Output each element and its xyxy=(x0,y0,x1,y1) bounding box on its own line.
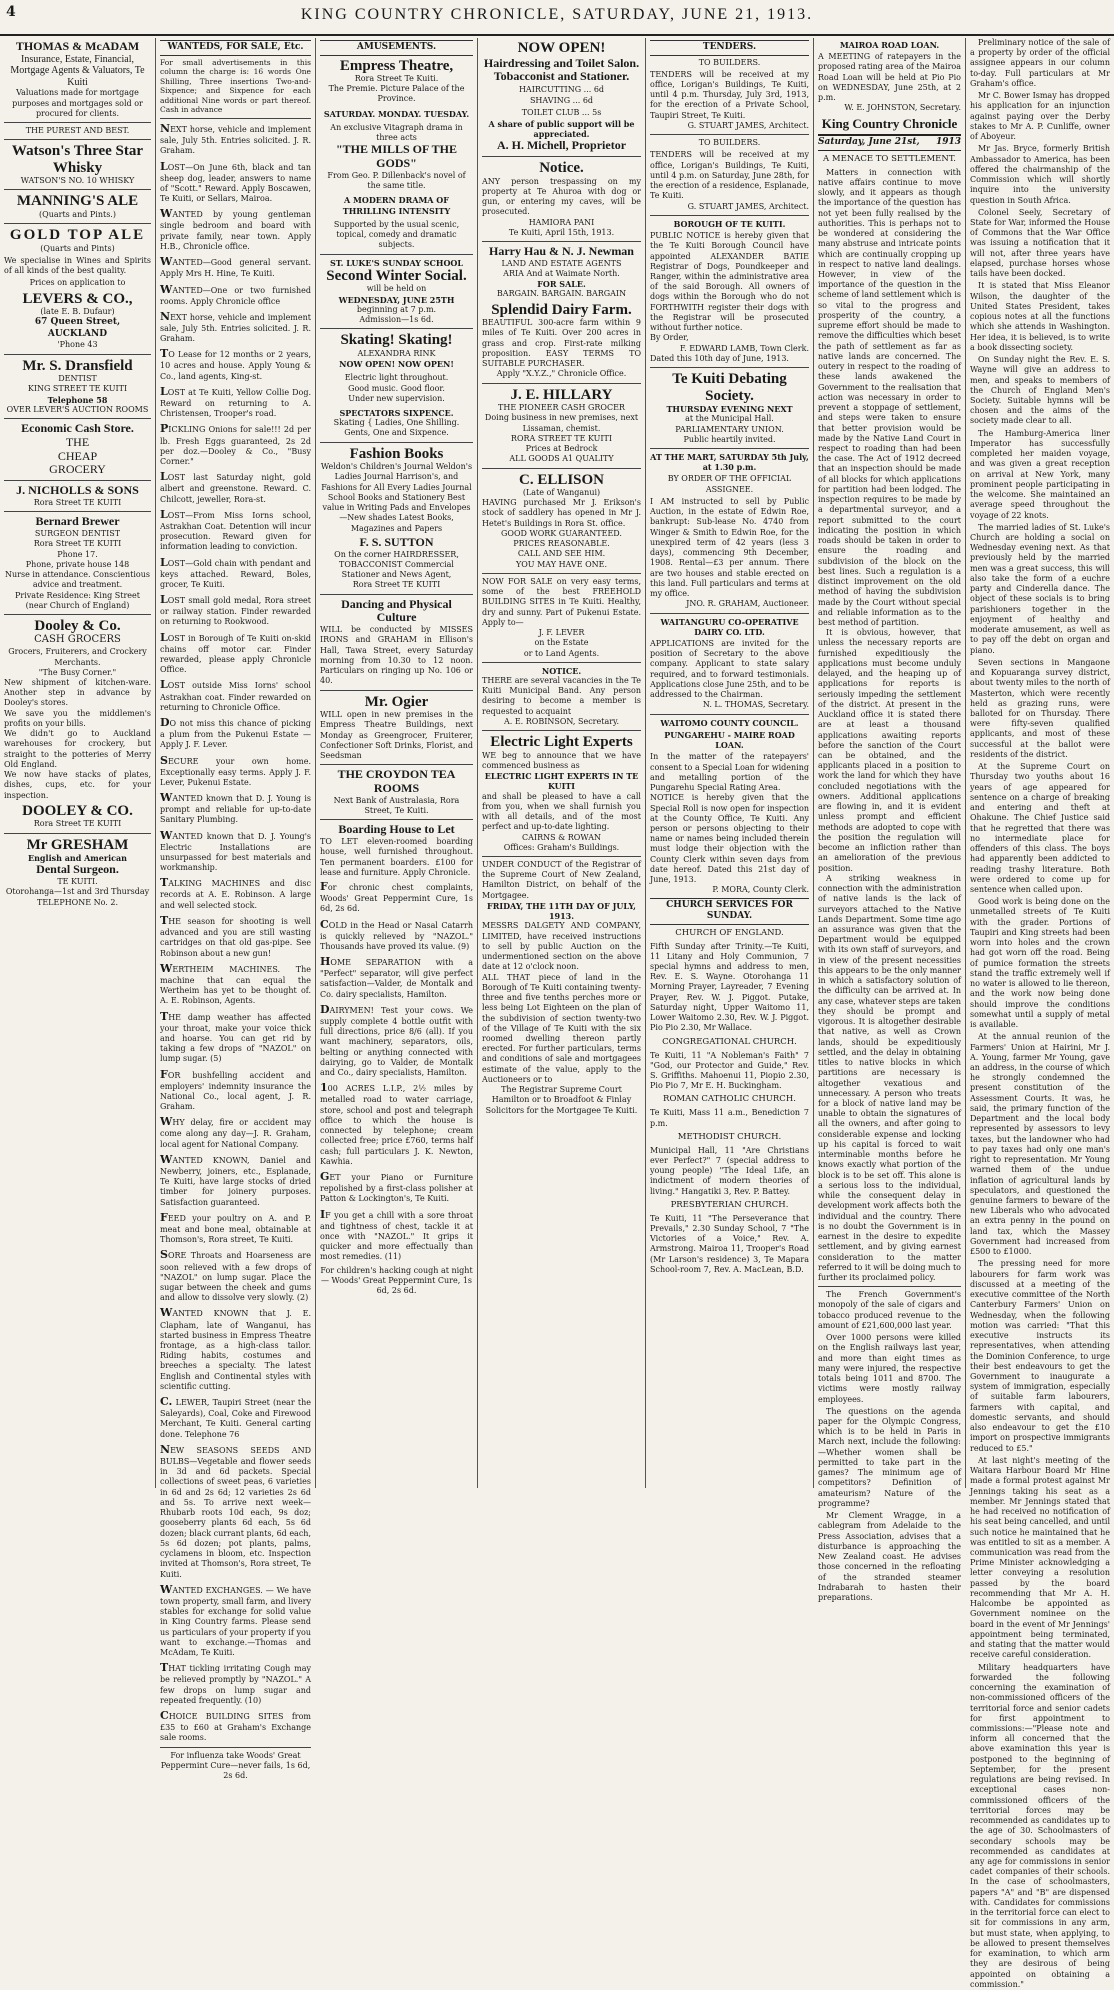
column-3 xyxy=(316,38,478,1488)
ad-line: THE xyxy=(65,434,90,449)
ad-signature: N. L. THOMAS, Secretary. xyxy=(702,700,809,710)
ad-address: ARIA And at Waimate North. xyxy=(503,269,620,278)
ad-text: We didn't go to Auckland warehouses for crockery, but straight to the potteries of Merry Old England. xyxy=(4,729,151,769)
ad-text: FOR SALE. xyxy=(537,279,586,290)
ad-text: and shall be pleased to have a call from you, when we shall furnish you with all details, and of the most perfect and up-to-date lighting. xyxy=(482,791,641,832)
ad-name: C. ELLISON xyxy=(518,471,605,488)
section-header: TENDERS. xyxy=(650,40,809,56)
tender-signature: G. STUART JAMES, Architect. xyxy=(687,201,809,211)
ad-text: PRICES REASONABLE. xyxy=(513,539,610,549)
notice-signature: F. EDWARD LAMB, Town Clerk. xyxy=(679,343,809,353)
ad-st-lukes xyxy=(320,258,473,326)
section-header: WANTEDS, FOR SALE, Etc. xyxy=(160,40,311,56)
ad-role: SURGEON DENTIST xyxy=(34,529,121,539)
news-paragraph: Preliminary notice of the sale of a property by order of the official assignee appears in our column to-day. Full particulars at Mr Graham's office. xyxy=(970,38,1110,88)
classified-ad: THE season for shooting is well advanced and you are still wasting cartridges on that old gas-pipe. See Robinson about a new gun! xyxy=(160,913,311,958)
ad-name: Dancing and Physical Culture xyxy=(341,596,452,625)
editorial-paragraph: It is obvious, however, that unless the necessary reports are furnished expeditiously the applications must become unduly delayed, and the heaping up of applications for reports is seriously impeding the settlement of the district. At present in the Auckland office it is stated there are at least a thousand applications awaiting reports before the sanction of the Court can be obtained, and the applicants placed in a position to work the land for which they have concluded negotiations with the owners. Additional applications are flowing in, and it is evident unless prompt and efficient methods are adopted to cope with the position the regulation will become an infliction rather than an amelioration of the previous position. xyxy=(818,628,961,873)
ad-sub: Hairdressing and Toilet Salon. xyxy=(483,55,640,70)
notice-sub: PUNGAREHU - MAIRE ROAD LOAN. xyxy=(664,729,795,751)
ad-text: ELECTRIC LIGHT EXPERTS IN TE KUITI xyxy=(484,771,639,792)
notice-body: A MEETING of ratepayers in the proposed rating area of the Mairoa Road Loan will be held at Pio Pio on WEDNESDAY, June 25th, at 2 p.m. xyxy=(818,52,961,103)
classified-footer: For influenza take Woods' Great Peppermint Cure—never fails, 1s 6d, 2s 6d. xyxy=(160,1750,311,1781)
ad-text: We specialise in Wines and Spirits of all kinds of the best quality. xyxy=(4,255,151,276)
ad-text: A MODERN DRAMA OF THRILLING INTENSITY xyxy=(342,195,451,216)
ad-text: ALEXANDRA RINK xyxy=(357,348,436,358)
classified-ad: WANTED KNOWN that J. E. Clapham, late of Wanganui, has started business in Empress Theatre frontage, as a high-class tailor. Riding habits, costumes and breeches a specialty. The latest English and Continental styles with scientific cutting. xyxy=(160,1306,311,1391)
news-paragraph: On Sunday night the Rev. E. S. Wayne will give an address to men, and speaks to members of the Church of England Men's Society. Suitable hymns will be chosen and the aims of the society made clear to all. xyxy=(970,355,1110,426)
ad-fashion-books xyxy=(320,446,473,534)
ad-text: Prices on application to xyxy=(29,278,126,288)
classified-ad: WANTED—One or two furnished rooms. Apply Chronicle office xyxy=(160,282,311,306)
ad-phone: Telephone 58 xyxy=(47,394,108,405)
tender-sub: TO BUILDERS. xyxy=(698,57,761,67)
news-paragraph: The Hamburg-America liner Imperator has successfully completed her maiden voyage, and was given a great reception on arrival at New York, many prominent people participating in the welcome. She maintained an average speed throughout the voyage of 22 knots. xyxy=(970,428,1110,520)
ad-address: TE KUITI. xyxy=(57,877,98,887)
ad-dooley-2 xyxy=(4,803,151,830)
classified-ad: THAT tickling irritating Cough may be relieved promptly by "NAZOL." A few drops on lump sugar and repeated frequently. (10) xyxy=(160,1661,311,1705)
ad-sub: LAND AND ESTATE AGENTS xyxy=(501,258,622,268)
ad-phone: Phone, private house 148 xyxy=(25,559,130,569)
ad-text: Supported by the usual scenic, topical, comedy and dramatic subjects. xyxy=(333,219,460,250)
news-paragraph: At last night's meeting of the Waitara Harbour Board Mr Hine made a formal protest against Mr Jennings taking his seat as a member. Mr Jennings stated that he had received no notification of his seat being cancelled, and until such notice he maintained that he was entitled to sit as a member. A communication was read from the Prime Minister acknowledging a letter conveying a resolution passed by the board recommending that Mr A. H. Halcombe be appointed as Government nominee on the board in the event of Mr Jennings' appointment being terminated, and stating that the matter would receive careful consideration. xyxy=(970,1455,1110,1660)
ad-name: Second Winter Social. xyxy=(326,267,467,284)
classified-ad: SECURE your own home. Exceptionally easy terms. Apply J. F. Lever, Pukenui Estate. xyxy=(160,753,311,787)
classified-ad: SORE Throats and Hoarseness are soon relieved with a few drops of "NAZOL" on lump sugar. Place the sugar between the cheek and gums and allow to dissolve very slowly. (2) xyxy=(160,1248,311,1303)
price-line: SHAVING ... 6d xyxy=(529,96,594,106)
ad-signature: HAMIORA PANI xyxy=(528,217,595,227)
notice-body: In the matter of the ratepayers' consent to a Special Loan for widening and metalling portion of the Pungarehu Special Rating Area. xyxy=(650,752,809,793)
ad-text: Weldon's Children's Journal Weldon's Ladies Journal Harrison's, and Fashions for All Every Ladies Journal School Books and Stationery Best value in Writing Pads and Envelopes—New shades Latest Books, Magazines and Papers xyxy=(320,462,473,533)
notice-signature: W. E. JOHNSTON, Secretary. xyxy=(844,103,961,113)
ad-sub: (Quarts and Pints) xyxy=(40,243,115,253)
ad-name: DOOLEY & CO. xyxy=(22,802,133,819)
ad-text: THERE are several vacancies in the Te Kuiti Municipal Band. Any person desiring to become a member is requested to acquaint xyxy=(482,676,641,716)
misc-footer: For children's hacking cough at night — Woods' Great Peppermint Cure, 1s 6d, 2s 6d. xyxy=(320,1265,473,1296)
ad-text: Under new supervision. xyxy=(348,393,445,403)
ad-phone: Phone 17. xyxy=(57,549,98,559)
ad-text: Grocers, Fruiterers, and Crockery Merchants. xyxy=(8,647,147,667)
misc-ad: DAIRYMEN! Test your cows. We supply complete 4 bottle outfit with full directions, price 8/6 (all). If you want machinery, separators, oils, belting or anything connected with dairying, go to Valder, de Montalk and Co., dairy specialists, Hamilton. xyxy=(320,1002,473,1078)
news-paragraph: Military headquarters have forwarded the following concerning the examination of non-commissioned officers of the territorial force and senior cadets for first appointment to commissions:—"Please note and inform all concerned that the above examination this year is postponed to the beginning of September, for the present regulations are being revised. In exceptional cases non-commissioned officers of the territorial forces may be recommended as candidates up to the age of 30. Schoolmasters of secondary schools may be recommended as candidates at any age for commissions in senior cadet companies of their schools. In the case of schoolmasters, papers "A" and "B" are dispensed with. Candidates for commissions in the territorial force can elect to sit for commissions in any arm, but must state, when applying, to be allowed to present themselves for examination, to which arm they are desirous of being appointed on obtaining a commission." xyxy=(970,1662,1110,1989)
ad-text: New shipment of kitchen-ware. Another step in advance by Dooley's stores. xyxy=(4,677,151,708)
news-paragraph: The married ladies of St. Luke's Church are holding a social on Wednesday evening next. As that previously held by the married men was a great success, this will also take the form of a euchre party and Cinderella dance. The object of these socials is to bring parishioners together in the enjoyment of healthy and moderate amusement, as well as to pay off the debt on organ and piano. xyxy=(970,522,1110,655)
ad-name: J. E. HILLARY xyxy=(510,386,613,403)
ad-sub: THE PIONEER CASH GROCER xyxy=(498,403,625,413)
notice-date: Dated this 10th day of June, 1913. xyxy=(650,353,789,363)
misc-ad: GET your Piano or Furniture repolished by a first-class polisher at Patton & Lockington's, Te Kuiti. xyxy=(320,1170,473,1204)
ad-price: SPECTATORS SIXPENCE. xyxy=(339,408,454,418)
mart-body: I AM instructed to sell by Public Auction, in the estate of Edwin Roe, bankrupt: Sub-lease No. 4740 from Winger & Smith to Edwin Roe, for the unexpired term of 42 years (less 3 days), commencing 9th December, 1908. Rental—£3 per annum. There are two houses and stable erected on this land. Full particulars and terms at my office. xyxy=(650,496,809,599)
classified-ad: LOST—On June 6th, black and tan sheep dog, leader, answers to name of "Scott." Reward. Apply Boscawen, Te Kuiti, or Sellars, Mairoa. xyxy=(160,159,311,204)
ad-date: FRIDAY, THE 11TH DAY OF JULY, 1913. xyxy=(487,900,636,922)
ad-name: Notice. xyxy=(539,160,584,177)
ad-brewer xyxy=(4,515,151,611)
ad-days: SATURDAY. MONDAY. TUESDAY. xyxy=(323,108,470,119)
classified-ad: WANTED known that D. J. Young's Electric Installations are unsurpassed for best materials and workmanship. xyxy=(160,828,311,873)
ad-watson xyxy=(4,143,151,186)
church-name: ROMAN CATHOLIC CHURCH. xyxy=(663,1094,796,1105)
ad-note: Otorohanga—1st and 3rd Thursday xyxy=(5,887,150,897)
ad-text: at the Municipal Hall. xyxy=(685,414,774,424)
ad-film-title: "THE MILLS OF THE GODS" xyxy=(335,142,458,171)
news-paragraph: It is stated that Miss Eleanor Wilson, the daughter of the United States President, takes copious notes at all the functions which she attends in Washington. Her idea, it is believed, is to write a book dissecting society. xyxy=(970,281,1110,352)
ad-text: APPLICATIONS are invited for the position of Secretary to the above company. Applicant to state salary required, and to forward testimonials. Applications close June 25th, and to be addressed to the Chairman. xyxy=(650,639,809,700)
ad-time: beginning at 7 p.m. xyxy=(356,304,437,314)
masthead xyxy=(0,0,1114,36)
ad-text: WILL open in new premises in the Empress Theatre Buildings, next Monday as Greengrocer, Fruiterer, Confectioner Soft Drinks, Florist, and Seedsman xyxy=(320,710,473,761)
classified-ad: TO Lease for 12 months or 2 years, 10 acres and house. Apply Young & Co., land agents, King-st. xyxy=(160,347,311,381)
ad-note: Private Residence: King Street (near Church of England) xyxy=(15,590,140,610)
ad-line: WATSON'S NO. 10 WHISKY xyxy=(20,176,135,186)
ad-phone: 'Phone 43 xyxy=(57,340,98,350)
ad-name: THOMAS & McADAM xyxy=(15,39,140,53)
mart-by: BY ORDER OF THE OFFICIAL ASSIGNEE. xyxy=(667,474,792,494)
ad-text: NOW FOR SALE on very easy terms, some of the best FREEHOLD BUILDING SITES in Te Kuiti. Healthy, dry and sunny. Part of Pukenui Estate. Apply to— xyxy=(482,576,641,627)
ad-text: MESSRS DALGETY AND COMPANY, LIMITED, have received instructions to sell by public Auction on the undermentioned section on the above date at 12 o'clock noon. xyxy=(482,921,641,972)
ad-signature: The Registrar Supreme Court Hamilton or to Broadfoot & Finlay Solicitors for the Mortgagee Te Kuiti. xyxy=(485,1085,638,1115)
ad-gresham xyxy=(4,837,151,908)
classified-ad: WHY delay, fire or accident may come along any day—J. R. Graham, local agent for National Company. xyxy=(160,1115,311,1149)
ad-sub: English and American xyxy=(28,853,127,864)
notice-signature: P. MORA, County Clerk. xyxy=(712,885,809,895)
ad-name: J. NICHOLLS & SONS xyxy=(16,483,139,498)
ad-text: BEAUTIFUL 300-acre farm within 9 miles of Te Kuiti. Over 200 acres in grass and crop. First-rate milking proposition. EASY TERMS TO SUITABLE PURCHASER. xyxy=(482,318,641,369)
page-title: KING COUNTRY CHRONICLE, SATURDAY, JUNE 21, 1913. xyxy=(300,6,814,23)
ad-name: Empress Theatre, xyxy=(339,57,454,74)
mart-head: AT THE MART, SATURDAY 5th July, at 1.30 p.m. xyxy=(650,452,809,473)
ad-sub: (Quarts and Pints.) xyxy=(39,209,116,219)
ad-text: or to Land Agents. xyxy=(523,648,600,658)
ad-debating xyxy=(650,371,809,445)
ad-dairy-farm xyxy=(482,302,641,380)
ad-text: An exclusive Vitagraph drama in three acts xyxy=(330,122,463,143)
ad-hillary xyxy=(482,387,641,465)
ad-ellison xyxy=(482,472,641,570)
ad-croydon xyxy=(320,768,473,816)
ad-sub: CASH GROCERS xyxy=(34,634,121,646)
ad-name: Economic Cash Store. xyxy=(21,421,134,436)
price-line: HAIRCUTTING ... 6d xyxy=(518,85,605,95)
ad-thomas-mcadam xyxy=(4,40,151,119)
ad-address: Rora Street Te Kuiti. xyxy=(354,74,439,84)
editorial-paragraph: A striking weakness in connection with the administration of native lands is the lack of surveyors attached to the Native Lands Department. Some time ago an assurance was given that the Department would be equipped with its own staff of surveyors, and in view of the present necessities this appears to be the only manner in which a satisfactory solution of the difficulty can be arrived at. In any case, whatever steps are taken they should be prompt and vigorous. It is altogether desirable that native, as well as Crown lands, should be expeditiously settled, and the delay in obtaining titles to native blocks in which partitions are necessary is altogether vexatious and unnecessary. A person who treats for a block of native land may be unable to obtain the signatures of all the owners, and after going to considerable expense and locking up his capital is forced to wait interminable months before he knows exactly what portion of the block is to be set off. This alone is a serious loss to the individual, while the consequent delay in development work affects both the individual and the country. There is no doubt the Government is in earnest in the desire to expedite settlement, and by giving earnest consideration to the matter referred to it will be doing much to further its proclaimed policy. xyxy=(818,873,961,1282)
ad-address: 67 Queen Street, AUCKLAND xyxy=(34,317,121,339)
ad-name: Mr GRESHAM xyxy=(26,836,129,853)
ad-text: ANY person trespassing on my property at Te Ahuroa with dog or gun, or entering my caves, will be prosecuted. xyxy=(482,176,641,217)
ad-levers xyxy=(4,291,151,351)
ad-name: Boarding House to Let xyxy=(338,822,455,837)
classified-ad: WANTED by young gentleman single bedroom and board with private family, near town. Apply H.B., Chronicle office. xyxy=(160,207,311,251)
church-name: METHODIST CHURCH. xyxy=(677,1131,782,1142)
ad-name: Skating! Skating! xyxy=(340,332,453,349)
ad-name: F. S. SUTTON xyxy=(359,534,434,549)
page-number: 4 xyxy=(6,4,16,20)
ad-note: (Late of Wanganui) xyxy=(522,488,601,498)
ad-nicholls xyxy=(4,484,151,508)
church-name: CONGREGATIONAL CHURCH. xyxy=(662,1036,797,1047)
ad-electric xyxy=(482,734,641,853)
notice-head: MAIROA ROAD LOAN. xyxy=(839,40,940,50)
ad-name: LEVERS & CO., xyxy=(22,290,133,307)
ad-name: Watson's Three Star Whisky xyxy=(11,143,144,176)
church-name: PRESBYTERIAN CHURCH. xyxy=(670,1199,789,1210)
ad-tagline: THE PUREST AND BEST. xyxy=(25,126,130,135)
ad-address: Rora Street TE KUITI xyxy=(33,498,122,508)
ad-address: KING STREET TE KUITI xyxy=(27,384,128,394)
classified-ad: LOST outside Miss Iorns' school Astrakhan coat. Finder rewarded on returning to Chronicle Office. xyxy=(160,678,311,712)
ad-dancing xyxy=(320,598,473,687)
ad-name: THE CROYDON TEA ROOMS xyxy=(337,767,456,796)
notice-body: PUBLIC NOTICE is hereby given that the Te Kuiti Borough Council have appointed ALEXANDER BATIE Registrar of Dogs, Poundkeeper and Ranger, within the administrative area of the said Borough. All owners of dogs within the Borough who do not FORTHWITH register their dogs with the Registrar will be prosecuted without further notice. xyxy=(650,231,809,333)
classified-ad: WANTED—Good general servant. Apply Mrs H. Hine, Te Kuiti. xyxy=(160,255,311,279)
editorial-paragraph: Matters in connection with native affairs continue to move slowly, and it appears as though the importance of the question has not yet been fully realised by the authorities. This is perhaps not to be wondered at considering the many abstruse and intricate points which are continually cropping up in respect to native land dealings. However, in view of the importance of the question in the scheme of land settlement which is so vital to the progress and prosperity of the country, a supreme effort should be made to remove the difficulties which beset the path of settlement as far as native lands are concerned. The outery in respect to the roading of these lands awakened the Government to the realisation that action was necessary in order to prevent a stoppage of settlement, and steps were taken to ensure that better provision would be made by the Native Land Court in respect to roading than had been the case. The Act of 1912 decreed that an inspection should be made of all blocks for which applications for partition had been lodged. The inspection requires to be made by a departmental surveyor, and a report submitted to the court indicating the position in which roads should be taken in order to ensure the roading and subdivision of the block on the best lines. Such a regulation is a distinct improvement on the old method of having the subdivision made by the Court without special and reliable information as to the best method of partition. xyxy=(818,167,961,627)
notice-body: NOTICE is hereby given that the Special Roll is now open for inspection at the County Office, Te Kuiti. Any person or persons objecting to their name or names being included therein must lodge their objection with the County Clerk within seven days from date hereof. Dated this 21st day of June, 1913. xyxy=(650,793,809,885)
church-services: Municipal Hall, 11 "Are Christians ever Perfect?" 7 (special address to young people) "The Ideal Life, an indictment of modern theories of living." Hangatiki 3, Rev. P. Battey. xyxy=(650,1145,809,1196)
ad-address: Rora Street TE KUITI xyxy=(352,580,441,590)
ad-text: Doing business in new premises, next Lissaman, chemist. xyxy=(484,413,639,433)
classified-ad: CHOICE BUILDING SITES from £35 to £60 at Graham's Exchange sale rooms. xyxy=(160,1709,311,1743)
dateline-date: Saturday, June 21st, xyxy=(818,137,920,148)
classified-ad: NEXT horse, vehicle and implement sale, July 5th. Entries solicited. J. R. Graham. xyxy=(160,122,311,156)
ad-name: Mr. S. Dransfield xyxy=(22,357,133,374)
ad-text: Good music. Good floor. xyxy=(348,383,445,393)
misc-ad: For chronic chest complaints, Woods' Great Peppermint Cure, 1s 6d, 2s 6d. xyxy=(320,880,473,914)
classified-ad: WANTED known that D. J. Young is prompt and reliable for up-to-date Sanitary Plumbing. xyxy=(160,791,311,825)
ad-name: Splendid Dairy Farm. xyxy=(491,301,632,318)
church-services: Te Kuiti, Mass 11 a.m., Benediction 7 p.m. xyxy=(650,1108,809,1128)
ad-line: CHEAP xyxy=(57,448,98,463)
ad-text: will be held on xyxy=(366,284,427,294)
ad-proprietor: A. H. Michell, Proprietor xyxy=(496,138,627,153)
ad-signature: A. E. ROBINSON, Secretary. xyxy=(503,716,620,726)
ad-text: ALL THAT piece of land in the Borough of Te Kuiti containing twenty-three and five tenths perches more or less being Lot Eighteen on the plan of the subdivision of section twenty-two of the Village of Te Kuiti with the six roomed dwelling thereon partly erected. For further particulars, terms and conditions of sale and mortgagees estimate of the value, apply to the Auctioneers or to xyxy=(482,972,641,1084)
ad-text: We save you the middlemen's profits on your bills. xyxy=(4,708,151,728)
church-name: CHURCH OF ENGLAND. xyxy=(675,927,784,938)
classified-ad: WANTED EXCHANGES. — We have town property, small farm, and livery stables for exchange for solid value in King Country farms. Please send us particulars of your property if you want to exchange.—Thomas and McAdam, Te Kuiti. xyxy=(160,1582,311,1658)
classified-ad: LOST small gold medal, Rora street or railway station. Finder rewarded on returning to Rookwood. xyxy=(160,593,311,627)
misc-ad: HOME SEPARATION with a "Perfect" separator, will give perfect satisfaction—Valder, de Montalk and Co. dairy specialists, Hamilton. xyxy=(320,955,473,999)
classified-ad: FEED your poultry on A. and P. meat and bone meal, obtainable at Thomson's, Rora street, Te Kuiti. xyxy=(160,1210,311,1245)
column-7 xyxy=(966,38,1114,1989)
dateline-year: 1913 xyxy=(935,137,961,148)
mart-signature: JNO. R. GRAHAM, Auctioneer. xyxy=(686,599,809,609)
ad-text: PARLIAMENTARY UNION. xyxy=(675,424,784,434)
ad-signature: CAIRNS & ROWAN xyxy=(522,832,601,842)
ad-text: Public heartily invited. xyxy=(683,434,776,444)
classifieds-intro: For small advertisements in this column the charge is: 16 words One Shilling, Three insertions Two-and-Sixpence; and Sixpence for each additional Nine words or part thereof. Cash in advance xyxy=(160,57,311,115)
news-note: Mr Clement Wragge, in a cablegram from Adelaide to the Press Association, advises that a disturbance is approaching the New Zealand coast. He advises those concerned in the refloating of the stranded steamer Indrabarah to hasten their preparations. xyxy=(818,1511,961,1602)
ad-phone: TELEPHONE No. 2. xyxy=(36,897,119,907)
column-5 xyxy=(646,38,814,1488)
ad-head: ST. LUKE'S SUNDAY SCHOOL xyxy=(329,257,464,268)
news-paragraph: At the Supreme Court on Thursday two youths about 16 years of age appeared for sentence on a charge of breaking and entering and theft at Ohakune. The Chief Justice said that he regretted that there was no intermediate place for offenders of this class. The boys had apparently been addicted to reading trashy literature. Both were ordered to come up for sentence when called upon. xyxy=(970,762,1110,894)
ad-manning xyxy=(4,193,151,220)
ad-lever-sites xyxy=(482,577,641,659)
editorial-headline: A MENACE TO SETTLEMENT. xyxy=(823,153,956,164)
ad-text: "The Busy Corner." xyxy=(38,667,117,677)
column-4 xyxy=(478,38,646,1488)
section-header: AMUSEMENTS. xyxy=(320,40,473,56)
ad-address: Offices: Graham's Buildings. xyxy=(503,842,620,852)
ad-goldtop xyxy=(4,227,151,254)
ad-name: GOLD TOP ALE xyxy=(9,227,146,244)
ad-name: Bernard Brewer xyxy=(35,514,120,529)
tender-signature: G. STUART JAMES, Architect. xyxy=(687,120,809,130)
church-services: Fifth Sunday after Trinity.—Te Kuiti, 11 Litany and Holy Communion, 7 special hymns and address to men, Rev. E. S. Wayne. Otorohanga 11 Morning Prayer, Layreader, 7 Evening Prayer, Rev. W. J. Piggot. Putake, Saturday night, Upper Waitomo 11, Lower Waitomo 2.30, Rev. W. J. Piggot. Pio Pio 2.30, Mr Wallace. xyxy=(650,941,809,1033)
ad-text: On the corner HAIRDRESSER, TOBACCONIST Commercial Stationer and News Agent, xyxy=(334,549,459,580)
tender-body: TENDERS will be received at my office, Lorigan's Buildings, Te Kuiti, until 4 p.m. Thursday, July 3rd, 1913, for the erection of a Private School, Taupiri Street, Te Kuiti. xyxy=(650,69,809,120)
ad-sutton xyxy=(320,536,473,591)
ad-note: OVER LEVER'S AUCTION ROOMS xyxy=(6,404,149,414)
ad-text: From Geo. P. Dillenback's novel of the same title. xyxy=(327,171,466,191)
notice-head: BOROUGH OF TE KUITI. xyxy=(673,218,786,229)
news-paragraph: Mr C. Bower Ismay has dropped his application for an injunction against paying over the Derby stakes to Mr A. P. Cunliffe, owner of Aboyeur. xyxy=(970,91,1110,142)
ad-empress-theatre xyxy=(320,58,473,251)
ad-hau-newman xyxy=(482,245,641,300)
news-paragraph: Good work is being done on the unmetalled streets of Te Kuiti with the grader. Portions of Taupiri and King streets had been worn into holes and the crown had got worn off the road. Being of pumice formation the streets stand the traffic extremely well if no water is allowed to lie thereon, and the work now being done should improve the conditions somewhat until a supply of metal is available. xyxy=(970,897,1110,1030)
ad-boarding xyxy=(320,823,473,878)
classified-ad: PICKLING Onions for sale!!! 2d per lb. Fresh Eggs guaranteed, 2s 2d per doz.—Dooley & Co., "Busy Corner." xyxy=(160,422,311,466)
ad-text: ALL GOODS A1 QUALITY xyxy=(509,454,614,464)
ad-text: The Premie. Picture Palace of the Province. xyxy=(328,84,465,104)
ad-signature: J. F. LEVER xyxy=(538,628,585,638)
ad-name: Electric Light Experts xyxy=(490,734,633,751)
ad-address: RORA STREET TE KUITI xyxy=(510,433,613,443)
notice-head: WAITOMO COUNTY COUNCIL. xyxy=(660,717,799,728)
misc-ad: COLD in the Head or Nasal Catarrh is quickly relieved by "NAZOL." Thousands have proved its value. (9) xyxy=(320,917,473,951)
ad-ogier xyxy=(320,694,473,762)
classified-ad: WERTHEIM MACHINES. The machine that can equal the Wertheim has yet to be thought of. A. E. Robinson, Agents. xyxy=(160,961,311,1006)
editorial-dateline xyxy=(818,134,961,151)
classified-ad: NEXT horse, vehicle and implement sale, July 5th. Entries solicited. J. R. Graham. xyxy=(160,309,311,344)
ad-text: We now have stacks of plates, dishes, cups, etc. for your inspection. xyxy=(4,770,151,800)
ad-text: TO LET eleven-roomed boarding house, well furnished throughout. Ten permanent boarders. £100 for lease and furniture. Apply Chronicle. xyxy=(320,837,473,877)
ad-mortgagee-sale xyxy=(482,860,641,1116)
ad-signature: on the Estate xyxy=(534,638,589,648)
ad-text: Apply "X.Y.Z.," Chronicle Office. xyxy=(496,369,627,379)
ad-text: GOOD WORK GUARANTEED. xyxy=(501,528,622,538)
notice-by: By Order, xyxy=(650,333,689,343)
tender-sub: TO BUILDERS. xyxy=(698,138,761,148)
ad-note: Nurse in attendance. Conscientious advice and treatment. xyxy=(4,570,150,590)
ad-body: Insurance, Estate, Financial, Mortgage Agents & Valuators, Te Kuiti xyxy=(10,53,145,88)
ad-sub: (late E. B. Dufaur) xyxy=(40,307,115,317)
ad-skating xyxy=(320,332,473,438)
ad-economic xyxy=(4,422,151,477)
ad-note: A share of public support will be appreciated. xyxy=(488,118,635,140)
notice-band xyxy=(482,666,641,727)
notice-trespass xyxy=(482,160,641,238)
ad-text: NOW OPEN! NOW OPEN! xyxy=(339,359,454,370)
ad-name: Fashion Books xyxy=(349,445,444,462)
ad-sub: Tobacconist and Stationer. xyxy=(493,69,630,84)
ad-text: WE beg to announce that we have commenced business as xyxy=(482,750,641,770)
ad-name: NOW OPEN! xyxy=(517,40,606,56)
classified-ad: C. LEWER, Taupiri Street (near the Saleyards), Coal, Coke and Firewood Merchant, Te Kuiti. General carting done. Telephone 76 xyxy=(160,1395,311,1439)
ad-now-open xyxy=(482,40,641,153)
ad-date: WEDNESDAY, JUNE 25TH xyxy=(338,294,455,305)
classified-ad: FOR bushfelling accident and employers' indemnity insurance the National Co., local agent, J. R. Graham. xyxy=(160,1067,311,1112)
tender-body: TENDERS will be received at my office, Lorigan's Buildings, Te Kuiti, until 4 p.m. on Saturday, June 28th, for the erection of a residence, Esplanade, Te Kuiti. xyxy=(650,150,809,201)
ad-price: Skating { Ladies, One Shilling. Gents, One and Sixpence. xyxy=(333,418,460,438)
column-2 xyxy=(156,38,316,1781)
ad-text: Prices at Bedrock xyxy=(525,444,598,454)
classified-ad: LOST last Saturday night, gold albert and greenstone. Reward. C. Chilcott, jeweller, Rora-st. xyxy=(160,470,311,504)
news-paragraph: At the annual reunion of the Farmers' Union at Hairini, Mr J. A. Young, farmer Mr Young, gave an address, in the course of which he strongly condemned the present constitution of the Assessment Courts. It was, he said, the primary function of the Department and the local body represented by assessors to levy taxes, but the landowner who had to pay taxes had only one man's right to representation. Mr Young warned them of the undue inflation of agricultural lands by speculators, and questioned the genuine farmers to beware of the new Liberals who who advocated an extra penny in the pound on land tax, which the Massey Government had increased from £500 to £1000. xyxy=(970,1032,1110,1257)
ad-address: Rora Street TE KUITI xyxy=(33,819,122,829)
ad-date: Te Kuiti, April 15th, 1913. xyxy=(508,227,615,237)
misc-ad: 100 ACRES L.I.P., 2½ miles by metalled road to water carriage, store, school and post and telegraph office to which the house is connected by telephone; cream collected free; price £760, terms half cash; full particulars J. K. Newton, Kawhia. xyxy=(320,1081,473,1166)
misc-ad: IF you get a chill with a sore throat and tightness of chest, tackle it at once with "NAZOL." It grips it quicker and more effectually than most remedies. (11) xyxy=(320,1207,473,1262)
ad-text: THURSDAY EVENING NEXT xyxy=(666,404,793,415)
classified-ad: LOST at Te Kuiti, Yellow Collie Dog. Reward on returning to A. Christensen, Trooper's road. xyxy=(160,384,311,419)
ad-name: Dooley & Co. xyxy=(34,617,121,634)
ad-text: HAVING purchased Mr J. Erikson's stock of saddlery has opened in Mr J. Hetet's Buildings in Rora St. office. xyxy=(482,498,641,528)
ad-name: WAITANGURU CO-OPERATIVE DAIRY CO. LTD. xyxy=(660,616,799,637)
price-line: TOILET CLUB ... 5s xyxy=(521,107,602,117)
classified-ad: NEW SEASONS SEEDS AND BULBS—Vegetable and flower seeds in 3d and 6d packets. Special collections of sweet peas, 6 varieties in 6d and 2s 6d; 12 varieties 2s 6d and 5s. To arrive next week—Rhubarb roots 10d each, 9s doz; gooseberry plants 6d each, 5s 6d dozen; black currant plants, 6d each, 5s 6d dozen; pot plants, palms, cyclamens in bloom, etc. Inspection invited at Thomson's, Rora street, Te Kuiti. xyxy=(160,1442,311,1579)
church-services: Te Kuiti, 11 "The Perseverance that Prevails," 2.30 Sunday School, 7 "The Victories of a Voice," Rev. A. Armstrong. Mairoa 11, Trooper's Road (Mr Larson's residence) 3, Te Mapara School-room 7, Rev. A. MacLean, B.D. xyxy=(650,1213,809,1274)
column-1 xyxy=(0,38,156,1488)
column-6 xyxy=(814,38,966,1602)
ad-text: UNDER CONDUCT of the Registrar of the Supreme Court of New Zealand, Hamilton District, on behalf of the Mortgagee. xyxy=(482,860,641,900)
classified-ad: TALKING MACHINES and disc records at A. E. Robinson. A large and well selected stock. xyxy=(160,876,311,910)
ad-name: Harry Hau & N. J. Newman xyxy=(489,243,634,258)
church-services: Te Kuiti, 11 "A Nobleman's Faith" 7 "God, our Protector and Guide," Rev. S. Griffiths. Mahoenui 11, Piopio 2.30, Pio Pio 7, Mr E. H. Buckingham. xyxy=(650,1050,809,1091)
ad-name: Te Kuiti Debating Society. xyxy=(672,371,787,404)
news-note: Over 1000 persons were killed on the English railways last year, and more than eight times as many were injured, the respective totals being 1011 and 8700. The victims were mostly railway employees. xyxy=(818,1333,961,1404)
ad-text: CALL AND SEE HIM. xyxy=(517,549,606,559)
section-header: CHURCH SERVICES FOR SUNDAY. xyxy=(650,898,809,925)
classified-ad: LOST—Gold chain with pendant and keys attached. Reward, Boles, grocer, Te Kuiti. xyxy=(160,555,311,589)
news-paragraph: Colonel Seely, Secretary of State for War, informed the House of Commons that the War Office was issuing a notification that it will not, after three years have elapsed, purchase horses whose tails have been docked. xyxy=(970,207,1110,279)
ad-text: BARGAIN. BARGAIN. BARGAIN xyxy=(496,289,627,299)
classified-ad: LOST in Borough of Te Kuiti on-skid chains off motor car. Finder rewarded, please apply Chronicle Office. xyxy=(160,630,311,675)
ad-line: GROCERY xyxy=(49,462,106,477)
ad-dooley xyxy=(4,618,151,801)
editorial-flag: King Country Chronicle xyxy=(821,115,958,131)
ad-head: NOTICE. xyxy=(541,665,582,676)
ad-note: Valuations made for mortgage purposes and mortgages sold or procured for clients. xyxy=(12,88,143,118)
ad-name: MANNING'S ALE xyxy=(16,193,139,210)
ad-text: WILL be conducted by MISSES IRONS and GRAHAM in Ellison's Hall, Tawa Street, every Saturday morning from 10.30 to 12 noon. Particulars on ringing up No. 106 or 40. xyxy=(320,625,473,686)
news-paragraph: Seven sections in Mangaone and Kopuaranga survey district, about twenty miles to the north of Masterton, which were recently held as grazing runs, were balloted for on Thursday. There were fifty-seven qualified applicants, and most of these successful at the ballot were residents of the district. xyxy=(970,657,1110,759)
ad-address: Rora Street TE KUITI xyxy=(33,539,122,549)
news-note: The French Government's monopoly of the sale of cigars and tobacco produced revenue to the amount of £21,600,000 last year. xyxy=(818,1290,961,1330)
classified-ad: DO not miss this chance of picking a plum from the Pukenui Estate —Apply J. F. Lever. xyxy=(160,715,311,750)
ad-role: DENTIST xyxy=(58,374,97,384)
ad-text: YOU MAY HAVE ONE. xyxy=(515,559,608,569)
classified-ad: WANTED KNOWN, Daniel and Newberry, joiners, etc., Esplanade, Te Kuiti, have large stocks of dried timber for joinery purposes. Satisfaction guaranteed. xyxy=(160,1152,311,1207)
news-paragraph: Mr Jas. Bryce, formerly British Ambassador to America, has been offered the chairmanship of the Commission which will shortly inquire into the university question in South Africa. xyxy=(970,144,1110,205)
ad-price: Admission—1s 6d. xyxy=(359,315,434,325)
classified-ad: LOST—From Miss Iorns school, Astrakhan Coat. Detention will incur prosecution. Reward given for information leading to conviction. xyxy=(160,507,311,552)
ad-text: Electric light throughout. xyxy=(344,373,449,383)
news-note: The questions on the agenda paper for the Olympic Congress, which is to be held in Paris in March next, include the following:—Whether women shall be permitted to take part in the games? The minimum age of competitors? Definition of amateurism? Nature of the programme? xyxy=(818,1406,961,1508)
ad-name: Mr. Ogier xyxy=(364,693,429,710)
ad-dransfield xyxy=(4,358,151,415)
classifieds-list xyxy=(160,122,311,1744)
news-paragraph: The pressing need for more labourers for farm work was discussed at a meeting of the executive committee of the North Canterbury Farmers' Union on Wednesday, when the following motion was carried: "That this executive instructs its representatives, when attending the Dominion Conference, to urge their best endeavours to get the Government to inaugurate a system of immigration, especially of suitable farm labourers, farmers with capital, and domestic servants, and should also endeavour to get the £10 import on prospective immigrants reduced to £5." xyxy=(970,1259,1110,1453)
ad-role: Dental Surgeon. xyxy=(36,862,119,877)
classified-ad: THE damp weather has affected your throat, make your voice thick and hoarse. You can get rid by taking a few drops of "NAZOL" on lump sugar. (5) xyxy=(160,1009,311,1064)
ad-address: Next Bank of Australasia, Rora Street, Te Kuiti. xyxy=(333,795,460,816)
